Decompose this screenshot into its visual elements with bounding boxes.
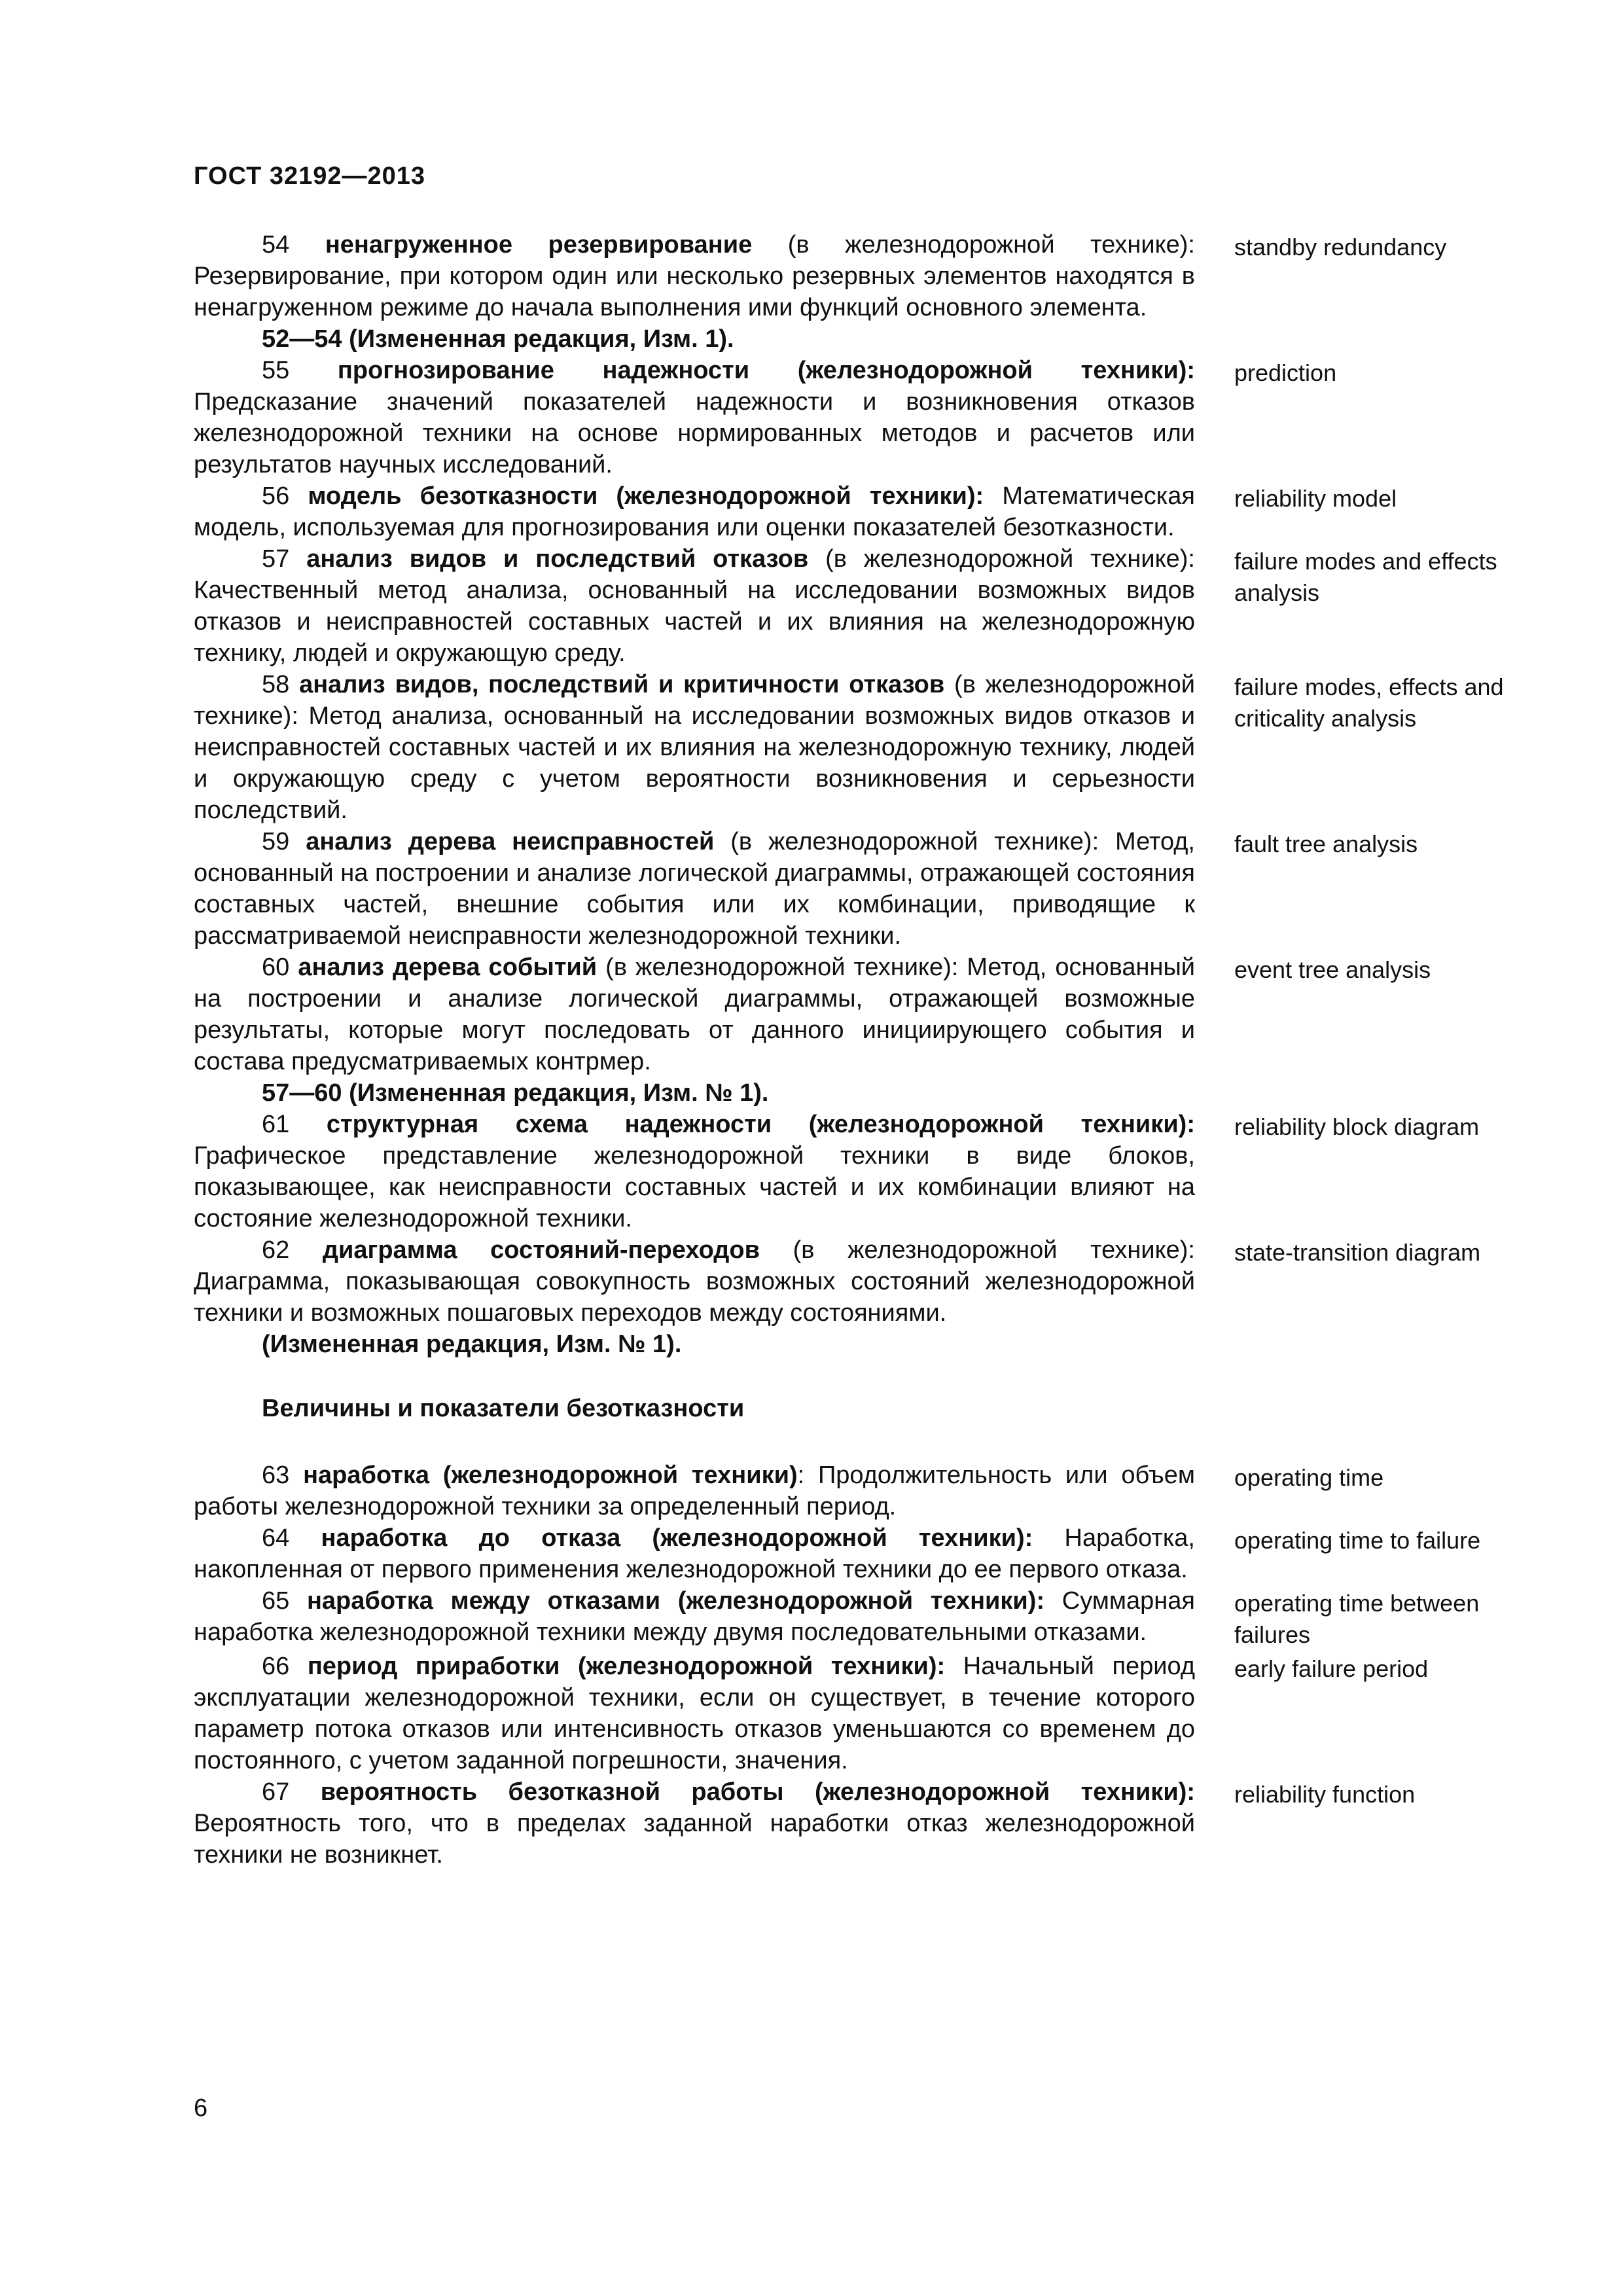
term-number: 61: [262, 1111, 290, 1138]
term-entry: [194, 1776, 1522, 1871]
definition-text: (в железнодорожной технике): Метод, основанный на построении и анализе логической диаграммы, отражающей возможные результаты, которые могут последовать от данного инициирующего события и состава предусматриваемых контрмер.: [194, 954, 1195, 1075]
definition-text: Наработка, накопленная от первого применения железнодорожной техники до ее первого отказа.: [194, 1524, 1195, 1583]
term-name: ненагруженное резервирование: [325, 231, 753, 259]
term-entry: [194, 1234, 1522, 1329]
term-name: наработка (железнодорожной техники): [303, 1462, 798, 1489]
entries-before: [194, 229, 1522, 1360]
page-number: 6: [194, 2094, 208, 2122]
definition-text: (в железнодорожной технике): Резервирование, при котором один или несколько резервных элементов находятся в ненагруженном режиме до начала выполнения ими функций основного элемента.: [194, 231, 1195, 321]
definition-text: (в железнодорожной технике): Качественный метод анализа, основанный на исследовании возможных видов отказов и неисправностей составных частей и их влияния на железнодорожную технику, людей и окружающую среду.: [194, 545, 1195, 667]
term-name: вероятность безотказной работы (железнодорожной техники):: [320, 1778, 1195, 1806]
term-definition: [194, 1522, 1195, 1585]
term-definition: [194, 1460, 1195, 1522]
english-equivalent: standby redundancy: [1234, 234, 1447, 260]
english-equivalent: failure modes and effects analysis: [1234, 548, 1497, 606]
term-definition: [194, 480, 1195, 543]
term-definition: [194, 1077, 1195, 1109]
section-title: Величины и показатели безотказности: [262, 1395, 745, 1422]
term-number: 64: [262, 1524, 290, 1552]
term-number: 58: [262, 671, 290, 698]
amendment-note: [194, 1329, 1522, 1360]
term-entry: [194, 1460, 1522, 1522]
term-entry: [194, 1651, 1522, 1776]
term-name: анализ дерева событий: [298, 954, 597, 981]
english-equivalent: prediction: [1234, 359, 1337, 386]
note-text: (Измененная редакция, Изм. № 1).: [262, 1331, 682, 1358]
amendment-note: [194, 1077, 1522, 1109]
english-equivalent: [1234, 323, 1522, 326]
english-equivalent: reliability block diagram: [1234, 1113, 1480, 1140]
term-number: 65: [262, 1587, 290, 1615]
term-entry: [194, 1585, 1522, 1651]
term-definition: [194, 1109, 1195, 1234]
term-number: 56: [262, 482, 290, 510]
english-equivalent: [1234, 1077, 1522, 1080]
term-definition: [194, 1776, 1195, 1871]
definition-text: Предсказание значений показателей надежности и возникновения отказов железнодорожной техники на основе нормированных методов и расчетов или результатов научных исследований.: [194, 388, 1195, 478]
english-equivalent: reliability model: [1234, 485, 1397, 512]
term-definition: [194, 826, 1195, 952]
term-name: наработка между отказами (железнодорожной техники):: [306, 1587, 1045, 1615]
term-name: анализ видов и последствий отказов: [306, 545, 809, 573]
term-definition: [194, 669, 1195, 826]
term-name: модель безотказности (железнодорожной техники):: [308, 482, 984, 510]
definition-text: Начальный период эксплуатации железнодорожной техники, если он существует, в течение которого параметр потока отказов или интенсивность отказов уменьшаются со временем до постоянного, с учетом заданной погрешности, значения.: [194, 1653, 1195, 1774]
amendment-note: [194, 323, 1522, 355]
term-entry: [194, 826, 1522, 952]
term-number: 67: [262, 1778, 290, 1806]
term-entry: [194, 669, 1522, 826]
term-definition: [194, 323, 1195, 355]
definition-text: (в железнодорожной технике): Метод анализа, основанный на исследовании возможных видов отказов и неисправностей составных частей и их влияния на железнодорожную технику, людей и окружающую среду с учетом вероятности возникновения и серьезности последствий.: [194, 671, 1196, 824]
term-number: 62: [262, 1236, 290, 1264]
definition-text: : Продолжительность или объем работы железнодорожной техники за определенный период.: [194, 1462, 1195, 1520]
term-number: 60: [262, 954, 290, 981]
term-name: анализ дерева неисправностей: [306, 828, 715, 855]
english-equivalent: event tree analysis: [1234, 956, 1431, 983]
term-number: 55: [262, 357, 290, 384]
definition-text: Вероятность того, что в пределах заданной наработки отказ железнодорожной техники не возникнет.: [194, 1810, 1195, 1869]
note-text: 57—60 (Измененная редакция, Изм. № 1).: [262, 1079, 769, 1107]
definition-text: Графическое представление железнодорожной техники в виде блоков, показывающее, как неисправности составных частей и их комбинации влияют на состояние железнодорожной техники.: [194, 1142, 1195, 1232]
term-entry: [194, 480, 1522, 543]
term-number: 54: [262, 231, 290, 259]
term-entry: [194, 1109, 1522, 1234]
term-entry: [194, 952, 1522, 1077]
term-definition: [194, 229, 1195, 323]
term-definition: [194, 952, 1195, 1077]
term-entry: [194, 355, 1522, 480]
english-equivalent: state-transition diagram: [1234, 1239, 1481, 1266]
english-equivalent: fault tree analysis: [1234, 831, 1418, 857]
term-name: период приработки (железнодорожной техники):: [307, 1653, 946, 1680]
english-equivalent: reliability function: [1234, 1781, 1416, 1808]
definition-text: Математическая модель, используемая для прогнозирования или оценки показателей безотказности.: [194, 482, 1195, 541]
term-entry: [194, 543, 1522, 669]
term-name: анализ видов, последствий и критичности отказов: [299, 671, 945, 698]
definition-text: (в железнодорожной технике): Диаграмма, показывающая совокупность возможных состояний железнодорожной техники и возможных пошаговых переходов между состояниями.: [194, 1236, 1195, 1327]
english-equivalent: early failure period: [1234, 1655, 1429, 1682]
term-number: 57: [262, 545, 290, 573]
term-definition: [194, 1234, 1195, 1329]
entries-after: [194, 1460, 1522, 1871]
english-equivalent: operating time: [1234, 1464, 1384, 1491]
term-name: структурная схема надежности (железнодорожной техники):: [326, 1111, 1195, 1138]
term-definition: [194, 355, 1195, 480]
term-number: 59: [262, 828, 290, 855]
term-number: 66: [262, 1653, 290, 1680]
standard-header: ГОСТ 32192—2013: [194, 162, 426, 190]
term-definition: [194, 1585, 1195, 1648]
english-equivalent: [1234, 1329, 1522, 1331]
english-equivalent: operating time between failures: [1234, 1590, 1480, 1648]
term-definition: [194, 543, 1195, 669]
term-definition: [194, 1651, 1195, 1776]
definition-text: Суммарная наработка железнодорожной техники между двумя последовательными отказами.: [194, 1587, 1195, 1646]
english-equivalent: failure modes, effects and criticality analysis: [1234, 673, 1504, 732]
definition-text: (в железнодорожной технике): Метод, основанный на построении и анализе логической диаграммы, отражающей состояния составных частей, внешние события или их комбинации, приводящие к рассматриваемой неисправности железнодорожной техники.: [194, 828, 1195, 950]
english-equivalent: operating time to failure: [1234, 1527, 1481, 1554]
term-entry: [194, 1522, 1522, 1585]
term-name: диаграмма состояний-переходов: [322, 1236, 760, 1264]
term-definition: [194, 1329, 1195, 1360]
term-name: прогнозирование надежности (железнодорожной техники):: [337, 357, 1195, 384]
note-text: 52—54 (Измененная редакция, Изм. 1).: [262, 325, 734, 353]
entries-container: [194, 229, 1522, 1871]
term-name: наработка до отказа (железнодорожной техники):: [321, 1524, 1033, 1552]
term-number: 63: [262, 1462, 290, 1489]
term-entry: [194, 229, 1522, 323]
